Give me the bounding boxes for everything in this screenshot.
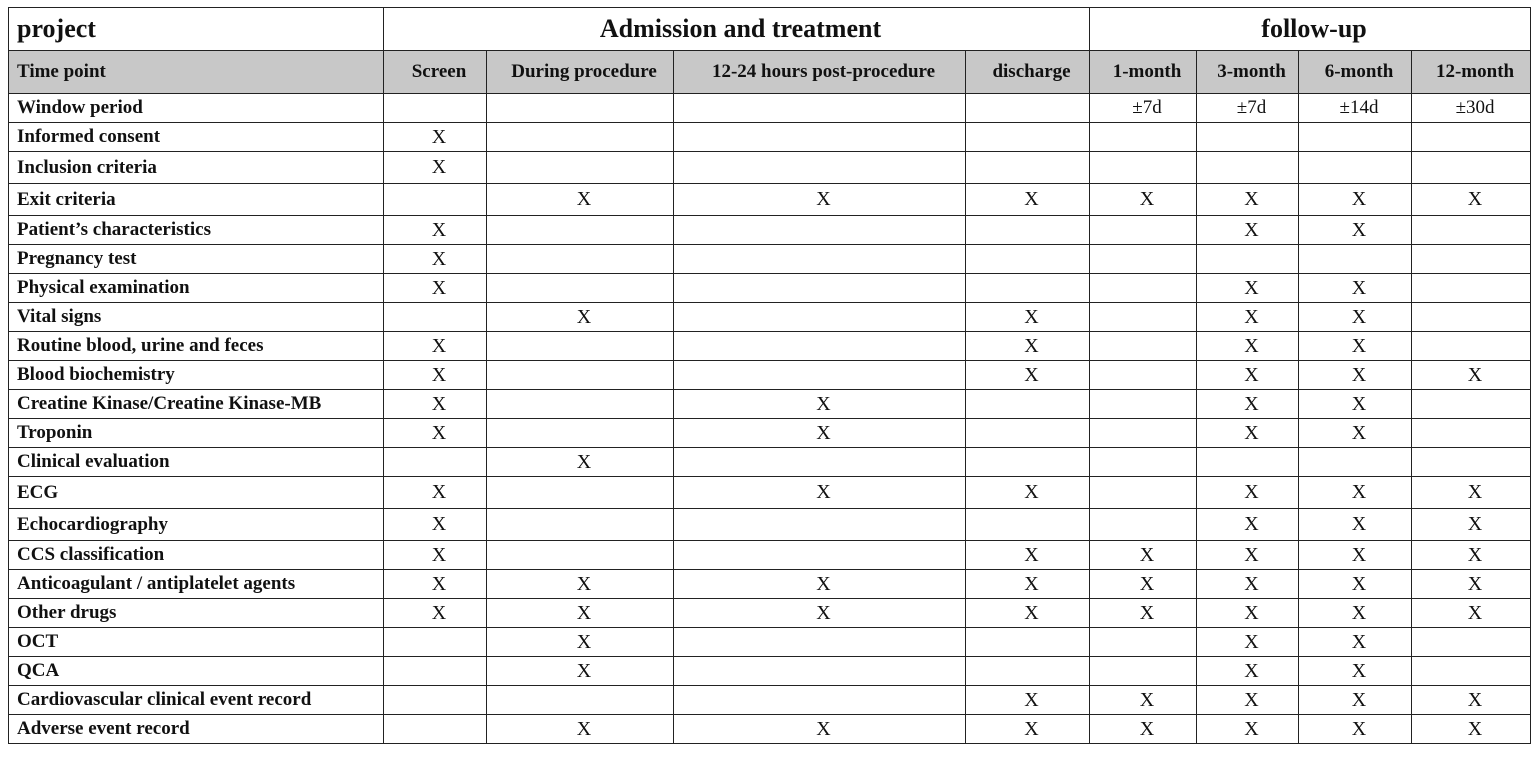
schedule-mark-cell: X bbox=[384, 419, 487, 448]
schedule-mark-cell bbox=[1197, 152, 1299, 184]
schedule-mark-cell bbox=[384, 628, 487, 657]
schedule-mark-cell: X bbox=[384, 361, 487, 390]
schedule-mark-cell: X bbox=[384, 477, 487, 509]
schedule-mark-cell bbox=[487, 419, 674, 448]
window-period-cell bbox=[674, 94, 966, 123]
window-period-cell: ±30d bbox=[1412, 94, 1531, 123]
schedule-mark-cell bbox=[966, 628, 1090, 657]
schedule-mark-cell bbox=[1412, 216, 1531, 245]
schedule-mark-cell: X bbox=[384, 599, 487, 628]
row-item-label: Troponin bbox=[9, 419, 384, 448]
table-row bbox=[9, 123, 1531, 152]
schedule-mark-cell bbox=[966, 657, 1090, 686]
table-row bbox=[9, 570, 1531, 599]
schedule-mark-cell bbox=[966, 390, 1090, 419]
row-item-label: CCS classification bbox=[9, 541, 384, 570]
schedule-mark-cell: X bbox=[1299, 570, 1412, 599]
schedule-mark-cell: X bbox=[1412, 570, 1531, 599]
window-period-cell bbox=[487, 94, 674, 123]
schedule-mark-cell bbox=[966, 274, 1090, 303]
col-screen: Screen bbox=[384, 51, 487, 94]
schedule-mark-cell: X bbox=[487, 657, 674, 686]
table-row bbox=[9, 715, 1531, 744]
window-period-cell: ±14d bbox=[1299, 94, 1412, 123]
schedule-mark-cell bbox=[487, 152, 674, 184]
table-row bbox=[9, 390, 1531, 419]
schedule-mark-cell bbox=[1299, 448, 1412, 477]
schedule-mark-cell bbox=[674, 303, 966, 332]
schedule-mark-cell bbox=[674, 216, 966, 245]
schedule-mark-cell: X bbox=[1090, 715, 1197, 744]
schedule-mark-cell: X bbox=[384, 216, 487, 245]
schedule-mark-cell: X bbox=[1412, 477, 1531, 509]
schedule-mark-cell: X bbox=[674, 390, 966, 419]
schedule-mark-cell bbox=[1090, 390, 1197, 419]
schedule-mark-cell bbox=[384, 657, 487, 686]
col-1-month: 1-month bbox=[1090, 51, 1197, 94]
schedule-mark-cell bbox=[487, 361, 674, 390]
row-item-label: Anticoagulant / antiplatelet agents bbox=[9, 570, 384, 599]
row-item-label: Routine blood, urine and feces bbox=[9, 332, 384, 361]
row-item-label: Cardiovascular clinical event record bbox=[9, 686, 384, 715]
schedule-mark-cell bbox=[1412, 303, 1531, 332]
schedule-mark-cell: X bbox=[384, 245, 487, 274]
schedule-mark-cell bbox=[674, 123, 966, 152]
schedule-mark-cell: X bbox=[1299, 509, 1412, 541]
schedule-mark-cell: X bbox=[1197, 274, 1299, 303]
table-row bbox=[9, 216, 1531, 245]
schedule-mark-cell: X bbox=[966, 303, 1090, 332]
schedule-mark-cell: X bbox=[1197, 628, 1299, 657]
schedule-mark-cell: X bbox=[384, 390, 487, 419]
schedule-mark-cell: X bbox=[1197, 657, 1299, 686]
schedule-mark-cell: X bbox=[1197, 477, 1299, 509]
schedule-mark-cell bbox=[487, 274, 674, 303]
schedule-mark-cell: X bbox=[1299, 628, 1412, 657]
col-during-procedure: During procedure bbox=[487, 51, 674, 94]
schedule-mark-cell bbox=[1412, 332, 1531, 361]
schedule-mark-cell bbox=[966, 152, 1090, 184]
schedule-mark-cell bbox=[384, 448, 487, 477]
row-item-label: Clinical evaluation bbox=[9, 448, 384, 477]
window-period-cell bbox=[384, 94, 487, 123]
table-row bbox=[9, 332, 1531, 361]
time-point-row bbox=[9, 51, 1531, 94]
schedule-mark-cell bbox=[384, 686, 487, 715]
schedule-mark-cell bbox=[674, 245, 966, 274]
schedule-mark-cell: X bbox=[1299, 541, 1412, 570]
schedule-mark-cell: X bbox=[674, 184, 966, 216]
table-row bbox=[9, 94, 1531, 123]
schedule-mark-cell: X bbox=[966, 599, 1090, 628]
schedule-mark-cell bbox=[674, 361, 966, 390]
schedule-mark-cell bbox=[1090, 216, 1197, 245]
schedule-mark-cell: X bbox=[1412, 541, 1531, 570]
schedule-mark-cell: X bbox=[1197, 216, 1299, 245]
schedule-mark-cell: X bbox=[1299, 599, 1412, 628]
schedule-mark-cell bbox=[1090, 152, 1197, 184]
schedule-mark-cell bbox=[674, 628, 966, 657]
schedule-mark-cell bbox=[487, 245, 674, 274]
schedule-mark-cell bbox=[1090, 509, 1197, 541]
schedule-mark-cell: X bbox=[966, 184, 1090, 216]
row-item-label: Other drugs bbox=[9, 599, 384, 628]
schedule-mark-cell: X bbox=[1299, 216, 1412, 245]
schedule-mark-cell bbox=[1299, 152, 1412, 184]
schedule-mark-cell: X bbox=[1197, 419, 1299, 448]
schedule-mark-cell: X bbox=[1412, 509, 1531, 541]
schedule-mark-cell: X bbox=[1090, 686, 1197, 715]
schedule-mark-cell bbox=[674, 448, 966, 477]
schedule-mark-cell bbox=[1090, 274, 1197, 303]
schedule-mark-cell: X bbox=[1197, 390, 1299, 419]
row-item-label: Pregnancy test bbox=[9, 245, 384, 274]
follow-up-header: follow-up bbox=[1090, 8, 1531, 51]
schedule-mark-cell bbox=[487, 541, 674, 570]
schedule-mark-cell bbox=[1412, 628, 1531, 657]
schedule-mark-cell: X bbox=[1197, 361, 1299, 390]
schedule-mark-cell: X bbox=[1197, 570, 1299, 599]
table-row bbox=[9, 628, 1531, 657]
schedule-mark-cell: X bbox=[384, 541, 487, 570]
schedule-mark-cell: X bbox=[1299, 419, 1412, 448]
admission-treatment-header: Admission and treatment bbox=[384, 8, 1090, 51]
schedule-mark-cell bbox=[1090, 477, 1197, 509]
window-period-cell: ±7d bbox=[1197, 94, 1299, 123]
schedule-mark-cell: X bbox=[1090, 570, 1197, 599]
schedule-mark-cell: X bbox=[1299, 390, 1412, 419]
schedule-mark-cell bbox=[966, 509, 1090, 541]
row-item-label: Physical examination bbox=[9, 274, 384, 303]
schedule-mark-cell: X bbox=[1412, 715, 1531, 744]
schedule-mark-cell: X bbox=[1090, 541, 1197, 570]
schedule-mark-cell: X bbox=[384, 332, 487, 361]
schedule-mark-cell: X bbox=[1299, 715, 1412, 744]
schedule-mark-cell bbox=[384, 303, 487, 332]
schedule-mark-cell: X bbox=[966, 570, 1090, 599]
schedule-mark-cell bbox=[966, 419, 1090, 448]
schedule-mark-cell: X bbox=[1299, 332, 1412, 361]
schedule-mark-cell bbox=[1090, 332, 1197, 361]
schedule-mark-cell bbox=[487, 509, 674, 541]
window-period-cell bbox=[966, 94, 1090, 123]
schedule-mark-cell: X bbox=[1412, 599, 1531, 628]
row-item-label: ECG bbox=[9, 477, 384, 509]
schedule-mark-cell bbox=[1412, 419, 1531, 448]
schedule-mark-cell bbox=[674, 152, 966, 184]
schedule-mark-cell bbox=[1090, 419, 1197, 448]
schedule-mark-cell bbox=[487, 216, 674, 245]
schedule-mark-cell: X bbox=[966, 361, 1090, 390]
col-6-month: 6-month bbox=[1299, 51, 1412, 94]
schedule-mark-cell: X bbox=[487, 184, 674, 216]
time-point-label: Time point bbox=[9, 51, 384, 94]
schedule-mark-cell: X bbox=[966, 686, 1090, 715]
schedule-mark-cell bbox=[487, 686, 674, 715]
schedule-mark-cell: X bbox=[966, 332, 1090, 361]
schedule-mark-cell: X bbox=[1197, 303, 1299, 332]
study-schedule-table bbox=[8, 7, 1531, 744]
schedule-mark-cell bbox=[966, 123, 1090, 152]
schedule-mark-cell bbox=[966, 245, 1090, 274]
schedule-mark-cell: X bbox=[1090, 599, 1197, 628]
row-item-label: Patient’s characteristics bbox=[9, 216, 384, 245]
schedule-mark-cell: X bbox=[966, 541, 1090, 570]
schedule-mark-cell bbox=[674, 509, 966, 541]
row-item-label: Informed consent bbox=[9, 123, 384, 152]
schedule-mark-cell bbox=[1090, 657, 1197, 686]
schedule-mark-cell bbox=[1090, 245, 1197, 274]
row-item-label: OCT bbox=[9, 628, 384, 657]
schedule-mark-cell bbox=[1090, 361, 1197, 390]
schedule-mark-cell: X bbox=[487, 303, 674, 332]
schedule-mark-cell bbox=[1412, 245, 1531, 274]
schedule-mark-cell bbox=[1197, 448, 1299, 477]
schedule-mark-cell: X bbox=[674, 477, 966, 509]
schedule-mark-cell bbox=[1090, 303, 1197, 332]
schedule-mark-cell: X bbox=[1299, 686, 1412, 715]
schedule-mark-cell bbox=[1412, 274, 1531, 303]
schedule-mark-cell: X bbox=[1299, 184, 1412, 216]
schedule-mark-cell bbox=[1299, 123, 1412, 152]
table-row bbox=[9, 541, 1531, 570]
schedule-mark-cell bbox=[1197, 245, 1299, 274]
row-item-label: QCA bbox=[9, 657, 384, 686]
schedule-mark-cell bbox=[487, 332, 674, 361]
schedule-mark-cell: X bbox=[1197, 686, 1299, 715]
schedule-mark-cell: X bbox=[674, 570, 966, 599]
table-row bbox=[9, 152, 1531, 184]
schedule-mark-cell: X bbox=[487, 628, 674, 657]
row-item-label: Exit criteria bbox=[9, 184, 384, 216]
row-item-label: Adverse event record bbox=[9, 715, 384, 744]
col-discharge: discharge bbox=[966, 51, 1090, 94]
group-header-row bbox=[9, 8, 1531, 51]
schedule-mark-cell bbox=[674, 541, 966, 570]
schedule-mark-cell: X bbox=[1197, 184, 1299, 216]
schedule-mark-cell: X bbox=[1299, 361, 1412, 390]
schedule-mark-cell: X bbox=[384, 274, 487, 303]
schedule-mark-cell: X bbox=[384, 123, 487, 152]
schedule-mark-cell bbox=[1412, 123, 1531, 152]
schedule-mark-cell bbox=[384, 184, 487, 216]
schedule-mark-cell bbox=[966, 448, 1090, 477]
schedule-mark-cell: X bbox=[674, 715, 966, 744]
table-row bbox=[9, 245, 1531, 274]
schedule-mark-cell: X bbox=[1299, 274, 1412, 303]
schedule-mark-cell: X bbox=[674, 599, 966, 628]
schedule-mark-cell: X bbox=[384, 152, 487, 184]
window-period-cell: ±7d bbox=[1090, 94, 1197, 123]
schedule-mark-cell: X bbox=[966, 477, 1090, 509]
table-row bbox=[9, 303, 1531, 332]
schedule-mark-cell: X bbox=[674, 419, 966, 448]
schedule-mark-cell bbox=[966, 216, 1090, 245]
schedule-mark-cell: X bbox=[487, 570, 674, 599]
table-row bbox=[9, 657, 1531, 686]
table-row bbox=[9, 274, 1531, 303]
col-12-month: 12-month bbox=[1412, 51, 1531, 94]
schedule-mark-cell: X bbox=[1197, 715, 1299, 744]
schedule-mark-cell: X bbox=[1299, 477, 1412, 509]
schedule-mark-cell bbox=[1090, 628, 1197, 657]
schedule-mark-cell: X bbox=[1412, 361, 1531, 390]
schedule-mark-cell bbox=[674, 686, 966, 715]
schedule-body bbox=[9, 94, 1531, 744]
schedule-mark-cell bbox=[674, 332, 966, 361]
schedule-mark-cell bbox=[1412, 390, 1531, 419]
schedule-mark-cell bbox=[1412, 448, 1531, 477]
table-row bbox=[9, 686, 1531, 715]
table-row bbox=[9, 419, 1531, 448]
table-row bbox=[9, 599, 1531, 628]
schedule-mark-cell: X bbox=[384, 570, 487, 599]
schedule-mark-cell bbox=[384, 715, 487, 744]
table-row bbox=[9, 184, 1531, 216]
schedule-mark-cell: X bbox=[1412, 686, 1531, 715]
schedule-mark-cell: X bbox=[1197, 599, 1299, 628]
schedule-mark-cell: X bbox=[966, 715, 1090, 744]
schedule-mark-cell: X bbox=[487, 448, 674, 477]
schedule-mark-cell bbox=[674, 657, 966, 686]
col-3-month: 3-month bbox=[1197, 51, 1299, 94]
table-row bbox=[9, 477, 1531, 509]
schedule-mark-cell bbox=[1090, 123, 1197, 152]
schedule-mark-cell: X bbox=[384, 509, 487, 541]
schedule-mark-cell bbox=[1197, 123, 1299, 152]
project-header: project bbox=[9, 8, 384, 51]
schedule-mark-cell bbox=[487, 390, 674, 419]
schedule-mark-cell bbox=[1090, 448, 1197, 477]
schedule-mark-cell: X bbox=[487, 599, 674, 628]
row-item-label: Blood biochemistry bbox=[9, 361, 384, 390]
schedule-mark-cell: X bbox=[1412, 184, 1531, 216]
table-row bbox=[9, 361, 1531, 390]
schedule-mark-cell bbox=[1299, 245, 1412, 274]
row-item-label: Window period bbox=[9, 94, 384, 123]
schedule-mark-cell bbox=[1412, 152, 1531, 184]
table-row bbox=[9, 509, 1531, 541]
schedule-mark-cell: X bbox=[1197, 332, 1299, 361]
schedule-mark-cell: X bbox=[1299, 303, 1412, 332]
schedule-mark-cell bbox=[487, 477, 674, 509]
schedule-mark-cell: X bbox=[1197, 509, 1299, 541]
table-row bbox=[9, 448, 1531, 477]
schedule-mark-cell bbox=[674, 274, 966, 303]
col-12-24-hours: 12-24 hours post-procedure bbox=[674, 51, 966, 94]
schedule-mark-cell: X bbox=[1299, 657, 1412, 686]
row-item-label: Echocardiography bbox=[9, 509, 384, 541]
schedule-mark-cell bbox=[487, 123, 674, 152]
row-item-label: Vital signs bbox=[9, 303, 384, 332]
schedule-mark-cell: X bbox=[1090, 184, 1197, 216]
schedule-mark-cell: X bbox=[1197, 541, 1299, 570]
row-item-label: Creatine Kinase/Creatine Kinase-MB bbox=[9, 390, 384, 419]
row-item-label: Inclusion criteria bbox=[9, 152, 384, 184]
schedule-mark-cell bbox=[1412, 657, 1531, 686]
schedule-mark-cell: X bbox=[487, 715, 674, 744]
